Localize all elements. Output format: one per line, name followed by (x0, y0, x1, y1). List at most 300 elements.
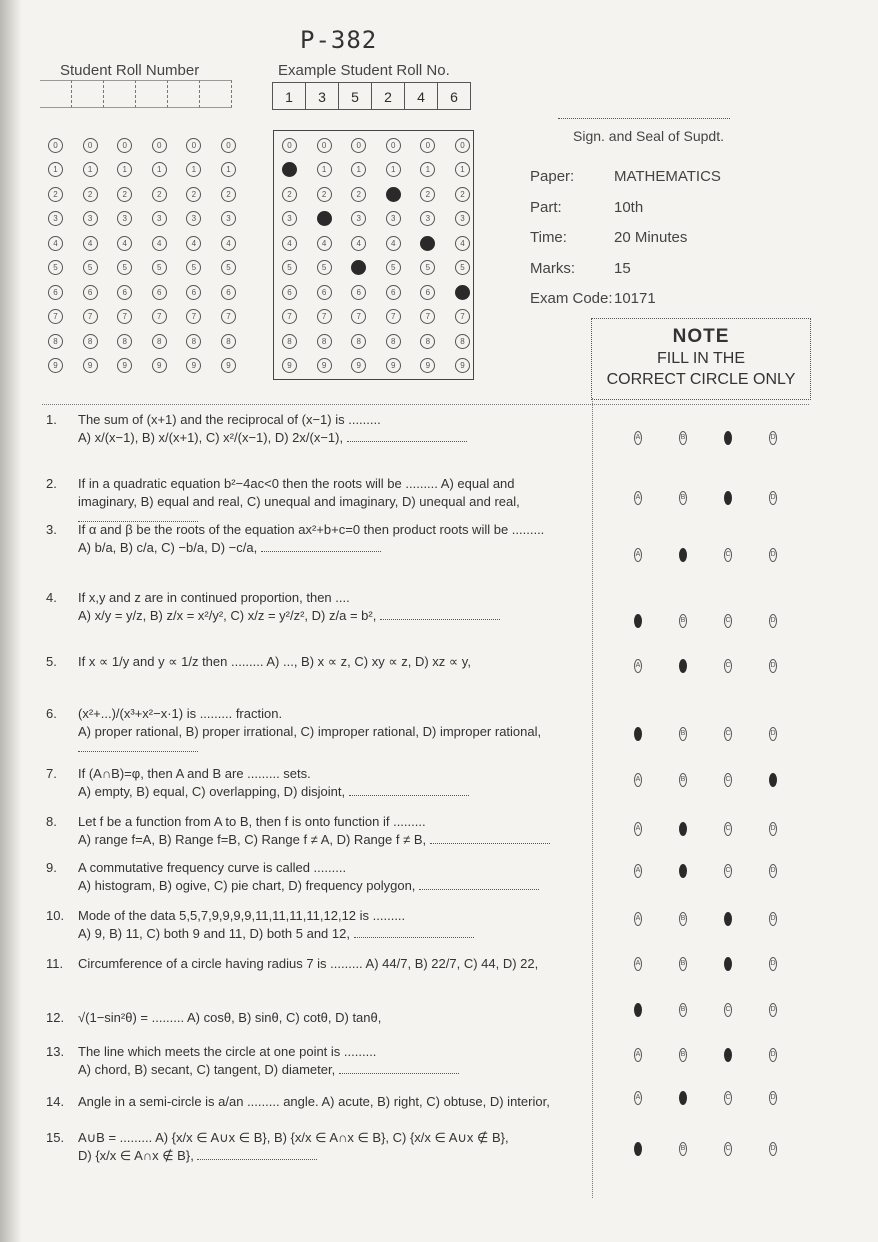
digit-bubble[interactable]: 3 (117, 211, 132, 226)
answer-bubble-b[interactable]: B (679, 491, 687, 505)
options-text: A) empty, B) equal, C) overlapping, D) disjoint, (78, 784, 349, 799)
digit-bubble: 7 (386, 309, 401, 324)
digit-bubble[interactable]: 5 (221, 260, 236, 275)
question-item (46, 1130, 606, 1164)
digit-bubble[interactable]: 0 (117, 138, 132, 153)
dotted-leader (197, 1149, 317, 1160)
digit-bubble: 3 (351, 211, 366, 226)
roll-number-bubble-grid[interactable] (48, 133, 256, 378)
example-digit: 2 (372, 82, 405, 110)
digit-bubble[interactable]: 1 (221, 162, 236, 177)
answer-bubble-b[interactable] (679, 659, 687, 673)
digit-bubble: 1 (351, 162, 366, 177)
digit-bubble[interactable]: 6 (186, 285, 201, 300)
answer-bubble-d[interactable]: D (769, 614, 777, 628)
answer-bubble-d[interactable]: D (769, 1003, 777, 1017)
answer-bubble-row (634, 727, 814, 741)
question-text: Let f be a function from A to B, then f is onto function if ......... (78, 814, 426, 829)
digit-bubble: 4 (282, 236, 297, 251)
answer-bubble-c[interactable] (724, 912, 732, 926)
question-item (46, 590, 606, 624)
answer-bubble-c[interactable]: C (724, 1142, 732, 1156)
digit-bubble[interactable]: 4 (221, 236, 236, 251)
digit-bubble: 3 (455, 211, 470, 226)
digit-bubble[interactable]: 4 (152, 236, 167, 251)
answer-bubble-c[interactable]: C (724, 727, 732, 741)
digit-bubble[interactable]: 8 (186, 334, 201, 349)
question-number: 12. (46, 1010, 65, 1025)
digit-bubble[interactable]: 1 (152, 162, 167, 177)
digit-bubble: 5 (317, 260, 332, 275)
question-item (46, 476, 606, 526)
answer-bubble-a[interactable]: A (634, 1091, 642, 1105)
digit-bubble[interactable]: 9 (48, 358, 63, 373)
part-key: Part: (530, 198, 562, 216)
answer-bubble-b[interactable]: B (679, 1048, 687, 1062)
digit-row (48, 231, 256, 256)
digit-bubble: 1 (455, 162, 470, 177)
dotted-leader (419, 879, 539, 890)
time-key: Time: (530, 229, 567, 246)
answer-bubble-d[interactable]: D (769, 659, 777, 673)
answer-bubble-d[interactable]: D (769, 548, 777, 562)
digit-bubble: 6 (351, 285, 366, 300)
digit-bubble: 5 (282, 260, 297, 275)
digit-bubble: 3 (420, 211, 435, 226)
digit-bubble[interactable]: 9 (117, 358, 132, 373)
answer-bubble-d[interactable]: D (769, 1048, 777, 1062)
question-text: Mode of the data 5,5,7,9,9,9,9,11,11,11,11,12,12 is ......... (78, 908, 406, 923)
digit-bubble: 0 (455, 138, 470, 153)
digit-bubble[interactable]: 6 (83, 285, 98, 300)
question-number: 3. (46, 522, 57, 537)
answer-bubble-d[interactable]: D (769, 491, 777, 505)
digit-bubble[interactable]: 6 (117, 285, 132, 300)
digit-bubble[interactable]: 7 (186, 309, 201, 324)
digit-bubble: 4 (351, 236, 366, 251)
answer-bubble-row (634, 912, 814, 926)
answer-bubble-c[interactable]: C (724, 548, 732, 562)
digit-bubble: 9 (455, 358, 470, 373)
options-text: D) {x/x ∈ A∩x ∉ B}, (78, 1148, 198, 1163)
digit-bubble[interactable]: 4 (117, 236, 132, 251)
paper-info (530, 168, 721, 321)
digit-bubble[interactable]: 1 (117, 162, 132, 177)
answer-bubble-c[interactable] (724, 957, 732, 971)
example-digit: 5 (339, 82, 372, 110)
answer-bubble-d[interactable]: D (769, 957, 777, 971)
digit-row (282, 158, 490, 183)
options-text: A) x/(x−1), B) x/(x+1), C) x²/(x−1), D) 2x/(x−1), (78, 430, 347, 445)
answer-bubble-c[interactable]: C (724, 773, 732, 787)
digit-bubble[interactable]: 2 (48, 187, 63, 202)
question-number: 1. (46, 412, 57, 427)
digit-bubble: 1 (317, 162, 332, 177)
digit-bubble[interactable]: 0 (186, 138, 201, 153)
answer-bubble-c[interactable]: C (724, 1091, 732, 1105)
digit-bubble: 0 (386, 138, 401, 153)
digit-bubble[interactable]: 8 (221, 334, 236, 349)
question-text: If x ∝ 1/y and y ∝ 1/z then ......... A) ..., B) x ∝ z, C) xy ∝ z, D) xz ∝ y, (78, 654, 471, 669)
exam-code-key: Exam Code: (530, 290, 613, 307)
digit-bubble: 7 (351, 309, 366, 324)
note-box (591, 318, 811, 400)
digit-bubble[interactable]: 2 (221, 187, 236, 202)
question-number: 15. (46, 1130, 65, 1145)
digit-bubble: 2 (317, 187, 332, 202)
digit-bubble: 5 (420, 260, 435, 275)
digit-bubble: 8 (282, 334, 297, 349)
options-text: A) b/a, B) c/a, C) −b/a, D) −c/a, (78, 540, 261, 555)
question-text: A∪B = ......... A) {x/x ∈ A∪x ∈ B}, B) {x/x ∈ A∩x ∈ B}, C) {x/x ∈ A∪x ∉ B}, (78, 1130, 509, 1145)
question-options (78, 926, 606, 942)
digit-bubble: 5 (386, 260, 401, 275)
answer-bubble-a[interactable]: A (634, 912, 642, 926)
options-text: A) chord, B) secant, C) tangent, D) diameter, (78, 1062, 339, 1077)
question-item (46, 956, 606, 972)
digit-bubble[interactable]: 5 (83, 260, 98, 275)
question-item (46, 814, 606, 848)
roll-box[interactable] (72, 80, 104, 108)
digit-bubble[interactable]: 5 (117, 260, 132, 275)
example-roll-label: Example Student Roll No. (278, 62, 450, 79)
digit-bubble[interactable]: 7 (83, 309, 98, 324)
digit-bubble: 3 (282, 211, 297, 226)
digit-row (48, 182, 256, 207)
answer-bubble-d[interactable]: D (769, 1091, 777, 1105)
digit-bubble: 2 (351, 187, 366, 202)
digit-row (282, 256, 490, 281)
answer-bubble-row (634, 822, 814, 836)
scan-shadow (0, 0, 22, 1242)
question-text: (x²+...)/(x³+x²−x·1) is ......... fraction. (78, 706, 283, 721)
digit-bubble: 9 (317, 358, 332, 373)
question-number: 13. (46, 1044, 65, 1059)
answer-bubble-row (634, 1048, 814, 1062)
marks-key: Marks: (530, 259, 575, 277)
digit-bubble (386, 187, 401, 202)
answer-bubble-a[interactable] (634, 614, 642, 628)
note-line-2: CORRECT CIRCLE ONLY (606, 371, 796, 388)
example-digit: 1 (273, 82, 306, 110)
answer-bubble-b[interactable]: B (679, 431, 687, 445)
digit-bubble[interactable]: 1 (186, 162, 201, 177)
digit-bubble[interactable]: 5 (48, 260, 63, 275)
question-number: 10. (46, 908, 65, 923)
options-text: A) x/y = y/z, B) z/x = x²/y², C) x/z = y²/z², D) z/a = b², (78, 608, 380, 623)
answer-bubble-c[interactable] (724, 431, 732, 445)
note-line-1: FILL IN THE (656, 350, 746, 367)
dotted-leader (347, 431, 467, 442)
question-item (46, 706, 606, 756)
digit-bubble[interactable]: 9 (221, 358, 236, 373)
answer-bubble-d[interactable]: D (769, 727, 777, 741)
digit-bubble: 1 (386, 162, 401, 177)
digit-bubble[interactable]: 1 (48, 162, 63, 177)
answer-bubble-b[interactable]: B (679, 727, 687, 741)
answer-bubble-c[interactable] (724, 1048, 732, 1062)
question-item (46, 1010, 606, 1026)
answer-bubble-a[interactable] (634, 1142, 642, 1156)
answer-bubble-a[interactable]: A (634, 659, 642, 673)
dotted-leader (380, 609, 500, 620)
digit-bubble: 8 (455, 334, 470, 349)
note-title: NOTE (672, 326, 730, 347)
question-number: 2. (46, 476, 57, 491)
exam-code-value: 10171 (614, 290, 656, 307)
digit-bubble: 2 (455, 187, 470, 202)
answer-bubble-c[interactable]: C (724, 614, 732, 628)
question-options (78, 540, 606, 556)
answer-bubble-c[interactable]: C (724, 659, 732, 673)
digit-bubble[interactable]: 4 (83, 236, 98, 251)
answer-bubble-row (634, 864, 814, 878)
digit-bubble[interactable]: 9 (152, 358, 167, 373)
question-options (78, 878, 606, 894)
digit-bubble[interactable]: 3 (48, 211, 63, 226)
digit-bubble[interactable]: 0 (83, 138, 98, 153)
digit-bubble: 8 (386, 334, 401, 349)
digit-bubble[interactable]: 3 (186, 211, 201, 226)
dotted-leader (78, 741, 198, 752)
digit-bubble[interactable]: 9 (83, 358, 98, 373)
answer-bubble-d[interactable]: D (769, 822, 777, 836)
dotted-leader (78, 511, 198, 522)
answer-bubble-d[interactable]: D (769, 1142, 777, 1156)
answer-bubble-b[interactable]: B (679, 912, 687, 926)
digit-bubble: 0 (351, 138, 366, 153)
example-roll-boxes (272, 82, 471, 110)
digit-bubble[interactable]: 2 (152, 187, 167, 202)
marks-value: 15 (614, 259, 631, 277)
question-options (78, 608, 606, 624)
answer-bubble-a[interactable]: A (634, 491, 642, 505)
digit-bubble: 7 (420, 309, 435, 324)
roll-box[interactable] (136, 80, 168, 108)
answer-bubble-row (634, 773, 814, 787)
digit-bubble[interactable]: 6 (221, 285, 236, 300)
options-text: A) 9, B) 11, C) both 9 and 11, D) both 5 and 12, (78, 926, 354, 941)
question-text: If α and β be the roots of the equation ax²+b+c=0 then product roots will be ......... (78, 522, 545, 537)
roll-box[interactable] (168, 80, 200, 108)
question-item (46, 654, 606, 670)
digit-bubble[interactable]: 6 (152, 285, 167, 300)
answer-bubble-c[interactable]: C (724, 1003, 732, 1017)
time-value: 20 Minutes (614, 229, 688, 246)
section-divider (42, 404, 809, 405)
example-digit: 6 (438, 82, 471, 110)
digit-bubble[interactable]: 3 (83, 211, 98, 226)
answer-bubble-d[interactable]: D (769, 864, 777, 878)
paper-value: MATHEMATICS (614, 168, 721, 185)
answer-bubble-a[interactable]: A (634, 957, 642, 971)
question-options (78, 1062, 606, 1078)
digit-bubble[interactable]: 7 (117, 309, 132, 324)
digit-bubble[interactable]: 7 (221, 309, 236, 324)
digit-bubble: 6 (420, 285, 435, 300)
digit-row (282, 207, 490, 232)
sign-seal-label: Sign. and Seal of Supdt. (573, 128, 724, 144)
digit-bubble: 9 (386, 358, 401, 373)
digit-bubble: 2 (282, 187, 297, 202)
digit-row (48, 305, 256, 330)
question-text: If (A∩B)=φ, then A and B are ......... sets. (78, 766, 311, 781)
digit-bubble: 6 (386, 285, 401, 300)
digit-bubble: 1 (420, 162, 435, 177)
question-text: Circumference of a circle having radius 7 is ......... A) 44/7, B) 22/7, C) 44, D) 22, (78, 956, 539, 971)
dotted-leader (430, 833, 550, 844)
question-text: The line which meets the circle at one point is ......... (78, 1044, 377, 1059)
question-item (46, 1094, 606, 1110)
digit-bubble[interactable]: 9 (186, 358, 201, 373)
question-text: If in a quadratic equation b²−4ac<0 then the roots will be ......... A) equal and (78, 476, 515, 491)
roll-box[interactable] (104, 80, 136, 108)
answer-bubble-d[interactable]: D (769, 912, 777, 926)
digit-bubble[interactable]: 4 (48, 236, 63, 251)
question-options (78, 832, 606, 848)
digit-bubble[interactable]: 4 (186, 236, 201, 251)
roll-number-boxes[interactable] (40, 80, 232, 108)
digit-bubble[interactable]: 3 (152, 211, 167, 226)
digit-bubble (455, 285, 470, 300)
digit-bubble: 7 (317, 309, 332, 324)
digit-bubble[interactable]: 7 (152, 309, 167, 324)
digit-row (48, 329, 256, 354)
digit-bubble[interactable]: 8 (152, 334, 167, 349)
roll-box[interactable] (200, 80, 232, 108)
answer-bubble-d[interactable]: D (769, 431, 777, 445)
answer-bubble-b[interactable] (679, 1091, 687, 1105)
answer-bubble-row (634, 659, 814, 673)
digit-bubble: 2 (420, 187, 435, 202)
answer-bubble-row (634, 1003, 814, 1017)
question-number: 7. (46, 766, 57, 781)
digit-bubble[interactable]: 2 (83, 187, 98, 202)
roll-number-label: Student Roll Number (60, 62, 200, 79)
digit-row (48, 158, 256, 183)
digit-bubble: 4 (386, 236, 401, 251)
answer-bubble-a[interactable]: A (634, 773, 642, 787)
digit-row (48, 133, 256, 158)
question-number: 14. (46, 1094, 65, 1109)
question-options (78, 430, 606, 446)
question-options (78, 784, 606, 800)
answer-bubble-row (634, 614, 814, 628)
digit-row (48, 280, 256, 305)
answer-bubble-c[interactable]: C (724, 822, 732, 836)
question-item (46, 766, 606, 800)
question-text: Angle in a semi-circle is a/an ......... angle. A) acute, B) right, C) obtuse, D) interior, (78, 1094, 550, 1109)
answer-bubble-b[interactable]: B (679, 957, 687, 971)
digit-bubble[interactable]: 0 (152, 138, 167, 153)
answer-bubble-d[interactable] (769, 773, 777, 787)
answer-bubble-b[interactable]: B (679, 773, 687, 787)
question-text: The sum of (x+1) and the reciprocal of (x−1) is ......... (78, 412, 381, 427)
answer-bubble-b[interactable]: B (679, 614, 687, 628)
digit-bubble: 6 (317, 285, 332, 300)
question-number: 9. (46, 860, 57, 875)
digit-row (282, 329, 490, 354)
digit-bubble[interactable]: 1 (83, 162, 98, 177)
digit-row (282, 354, 490, 379)
digit-bubble[interactable]: 0 (48, 138, 63, 153)
options-text: A) range f=A, B) Range f=B, C) Range f ≠ A, D) Range f ≠ B, (78, 832, 430, 847)
digit-row (282, 182, 490, 207)
digit-bubble[interactable]: 2 (117, 187, 132, 202)
part-value: 10th (614, 198, 644, 216)
digit-row (48, 354, 256, 379)
answer-bubble-a[interactable]: A (634, 548, 642, 562)
question-item (46, 908, 606, 942)
answer-bubble-b[interactable]: B (679, 1142, 687, 1156)
answer-bubble-b[interactable] (679, 822, 687, 836)
digit-bubble[interactable]: 0 (221, 138, 236, 153)
digit-bubble[interactable]: 8 (83, 334, 98, 349)
question-options (78, 1148, 606, 1164)
options-text: A) proper rational, B) proper irrational, C) improper rational, D) improper rational, (78, 724, 542, 739)
answer-bubble-b[interactable]: B (679, 1003, 687, 1017)
question-item (46, 412, 606, 446)
digit-bubble[interactable]: 8 (117, 334, 132, 349)
digit-row (282, 231, 490, 256)
answer-bubble-row (634, 1142, 814, 1156)
digit-bubble: 7 (282, 309, 297, 324)
digit-bubble[interactable]: 5 (152, 260, 167, 275)
digit-bubble: 3 (386, 211, 401, 226)
dotted-leader (261, 541, 381, 552)
digit-bubble: 9 (420, 358, 435, 373)
answer-bubble-a[interactable]: A (634, 864, 642, 878)
digit-bubble[interactable]: 6 (48, 285, 63, 300)
question-text: If x,y and z are in continued proportion, then .... (78, 590, 350, 605)
answer-bubble-b[interactable] (679, 864, 687, 878)
answer-bubble-a[interactable] (634, 727, 642, 741)
digit-bubble (282, 162, 297, 177)
question-item (46, 860, 606, 894)
paper-key: Paper: (530, 168, 575, 185)
digit-bubble[interactable]: 8 (48, 334, 63, 349)
question-text: A commutative frequency curve is called ......... (78, 860, 347, 875)
digit-row (282, 305, 490, 330)
digit-bubble[interactable]: 7 (48, 309, 63, 324)
answer-bubble-a[interactable]: A (634, 822, 642, 836)
answer-bubble-a[interactable]: A (634, 1048, 642, 1062)
answer-bubble-c[interactable]: C (724, 864, 732, 878)
answer-bubble-row (634, 491, 814, 505)
digit-bubble: 4 (455, 236, 470, 251)
digit-bubble[interactable]: 2 (186, 187, 201, 202)
digit-bubble: 4 (317, 236, 332, 251)
digit-row (48, 207, 256, 232)
question-number: 8. (46, 814, 57, 829)
digit-bubble[interactable]: 3 (221, 211, 236, 226)
digit-row (282, 280, 490, 305)
digit-bubble (351, 260, 366, 275)
answer-bubble-b[interactable] (679, 548, 687, 562)
answer-bubble-row (634, 1091, 814, 1105)
question-number: 11. (46, 956, 64, 971)
answer-bubble-c[interactable] (724, 491, 732, 505)
digit-bubble: 9 (351, 358, 366, 373)
digit-bubble[interactable]: 5 (186, 260, 201, 275)
answer-bubble-a[interactable] (634, 1003, 642, 1017)
dotted-leader (339, 1063, 459, 1074)
digit-bubble: 8 (420, 334, 435, 349)
digit-row (48, 256, 256, 281)
dotted-leader (354, 927, 474, 938)
roll-box[interactable] (40, 80, 72, 108)
answer-bubble-a[interactable]: A (634, 431, 642, 445)
